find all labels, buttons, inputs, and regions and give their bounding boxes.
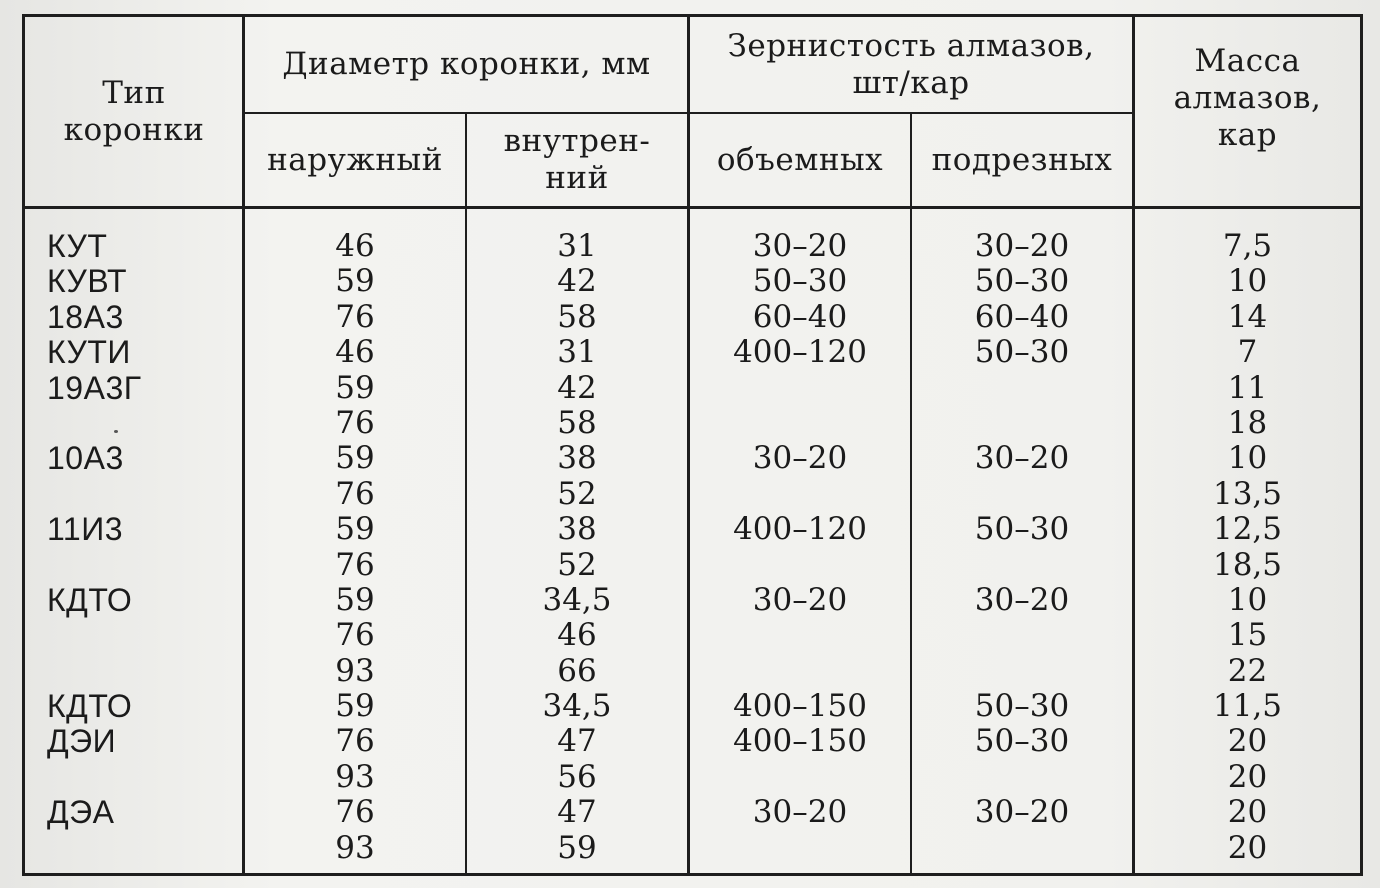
cell-inner: 58 [557, 404, 597, 441]
cell-mass: 11,5 [1212, 688, 1283, 725]
header-outer-text: наружный [267, 141, 443, 178]
cell-inner: 34,5 [542, 688, 612, 725]
header-outer [245, 114, 465, 206]
cell-outer: 59 [335, 581, 375, 618]
cell-type [47, 477, 237, 512]
cell-cutting: 50–30 [974, 723, 1070, 760]
header-volume [690, 114, 910, 206]
cell-outer: 59 [335, 688, 375, 725]
cell-outer: 76 [335, 794, 375, 831]
cell-cutting: 50–30 [974, 263, 1070, 300]
cell-cutting: 50–30 [974, 511, 1070, 548]
cell-inner: 58 [557, 298, 597, 335]
cell-outer: 93 [335, 652, 375, 689]
header-grit-text: Зернистость алмазов, шт/кар [727, 27, 1095, 101]
cell-type [47, 831, 237, 866]
cell-cutting [912, 406, 1132, 441]
cell-mass: 13,5 [1212, 475, 1283, 512]
header-mass-text: Масса алмазов, кар [1173, 43, 1322, 153]
cell-mass: 10 [1227, 581, 1268, 618]
cell-volume: 50–30 [752, 263, 848, 300]
cell-mass: 15 [1227, 617, 1268, 654]
cell-mass: 20 [1227, 758, 1268, 795]
cell-cutting [912, 548, 1132, 583]
cell-inner: 59 [557, 829, 597, 866]
cell-type [47, 548, 237, 583]
cell-type: КУТИ [47, 334, 131, 371]
cell-type: КУВТ [47, 263, 128, 300]
cell-volume: 400–150 [733, 688, 867, 725]
cell-type: 10А3 [47, 440, 124, 477]
cell-inner: 47 [557, 794, 597, 831]
cell-mass: 10 [1227, 263, 1268, 300]
header-type-text: Тип коронки [63, 75, 205, 148]
cell-inner: 34,5 [542, 581, 612, 618]
cell-mass: 20 [1227, 794, 1268, 831]
cell-mass: 18 [1227, 404, 1268, 441]
cell-outer: 76 [335, 617, 375, 654]
cell-cutting: 50–30 [974, 334, 1070, 371]
header-volume-text: объемных [716, 141, 884, 178]
header-inner-text: внутрен- ний [503, 123, 651, 196]
cell-inner: 47 [557, 723, 597, 760]
cell-volume [690, 618, 910, 653]
cell-inner: 38 [557, 511, 597, 548]
cell-inner: 66 [557, 652, 597, 689]
cell-type [47, 618, 237, 653]
cell-outer: 46 [335, 334, 375, 371]
cell-volume: 30–20 [752, 228, 848, 264]
column-outer-diameter [245, 229, 465, 866]
cell-cutting: 30–20 [974, 581, 1070, 618]
cell-outer: 46 [335, 228, 375, 264]
cell-cutting: 30–20 [974, 228, 1070, 264]
header-mass [1135, 17, 1360, 207]
cell-mass: 12,5 [1212, 511, 1283, 548]
cell-outer: 93 [335, 758, 375, 795]
cell-inner: 42 [557, 263, 597, 300]
cell-volume: 400–120 [733, 334, 867, 371]
cell-volume [690, 477, 910, 512]
cell-volume: 400–150 [733, 723, 867, 760]
header-cutting [912, 114, 1132, 206]
cell-outer: 93 [335, 829, 375, 866]
column-inner-diameter [467, 229, 687, 866]
cell-volume [690, 654, 910, 689]
cell-cutting: 30–20 [974, 794, 1070, 831]
cell-inner: 46 [557, 617, 597, 654]
header-type [25, 17, 243, 207]
cell-mass: 7 [1237, 334, 1258, 371]
cell-volume: 30–20 [752, 440, 848, 477]
cell-cutting: 50–30 [974, 688, 1070, 725]
cell-outer: 76 [335, 723, 375, 760]
cell-volume: 60–40 [752, 298, 848, 335]
cell-type: КУТ [47, 228, 108, 264]
cell-inner: 38 [557, 440, 597, 477]
cell-inner: 42 [557, 369, 597, 406]
cell-inner: 56 [557, 758, 597, 795]
cell-volume [690, 760, 910, 795]
cell-cutting: 30–20 [974, 440, 1070, 477]
cell-type: ДЭА [47, 794, 115, 831]
cell-type: ДЭИ [47, 723, 117, 760]
cell-outer: 76 [335, 404, 375, 441]
cell-cutting: 60–40 [974, 298, 1070, 335]
cell-cutting [912, 760, 1132, 795]
header-grit [690, 17, 1132, 112]
cell-type [47, 406, 237, 441]
cell-mass: 22 [1227, 652, 1268, 689]
cell-mass: 20 [1227, 723, 1268, 760]
column-type [47, 229, 237, 866]
cell-outer: 76 [335, 475, 375, 512]
cell-outer: 59 [335, 511, 375, 548]
crown-specs-table [22, 14, 1363, 876]
cell-cutting [912, 831, 1132, 866]
cell-outer: 59 [335, 369, 375, 406]
cell-volume: 30–20 [752, 794, 848, 831]
cell-type [47, 760, 237, 795]
cell-mass: 10 [1227, 440, 1268, 477]
cell-volume: 400–120 [733, 511, 867, 548]
cell-volume [690, 831, 910, 866]
header-diameter-text: Диаметр коронки, мм [282, 46, 651, 82]
cell-mass: 20 [1227, 829, 1268, 866]
cell-mass: 14 [1227, 298, 1268, 335]
header-cutting-text: подрезных [931, 141, 1113, 178]
cell-cutting [912, 371, 1132, 406]
cell-type: 19А3Г [47, 369, 142, 406]
cell-mass: 7,5 [1222, 228, 1273, 264]
cell-cutting [912, 654, 1132, 689]
cell-volume [690, 548, 910, 583]
header-diameter [245, 17, 688, 112]
cell-mass: 18,5 [1212, 546, 1283, 583]
cell-inner: 52 [557, 475, 597, 512]
cell-volume [690, 371, 910, 406]
cell-outer: 59 [335, 263, 375, 300]
column-diamond-mass [1135, 229, 1360, 866]
cell-type: КДТО [47, 688, 133, 725]
cell-cutting [912, 477, 1132, 512]
cell-inner: 31 [557, 228, 597, 264]
cell-type: 11И3 [47, 511, 124, 548]
header-inner [467, 114, 687, 206]
cell-inner: 31 [557, 334, 597, 371]
cell-volume: 30–20 [752, 581, 848, 618]
cell-mass: 11 [1227, 369, 1268, 406]
cell-type: 18А3 [47, 298, 124, 335]
column-volume-grit [690, 229, 910, 866]
cell-type [47, 654, 237, 689]
cell-outer: 76 [335, 546, 375, 583]
cell-outer: 59 [335, 440, 375, 477]
cell-inner: 52 [557, 546, 597, 583]
cell-cutting [912, 618, 1132, 653]
cell-type: КДТО [47, 581, 133, 618]
cell-outer: 76 [335, 298, 375, 335]
print-speck [114, 430, 118, 433]
cell-volume [690, 406, 910, 441]
column-cutting-grit [912, 229, 1132, 866]
